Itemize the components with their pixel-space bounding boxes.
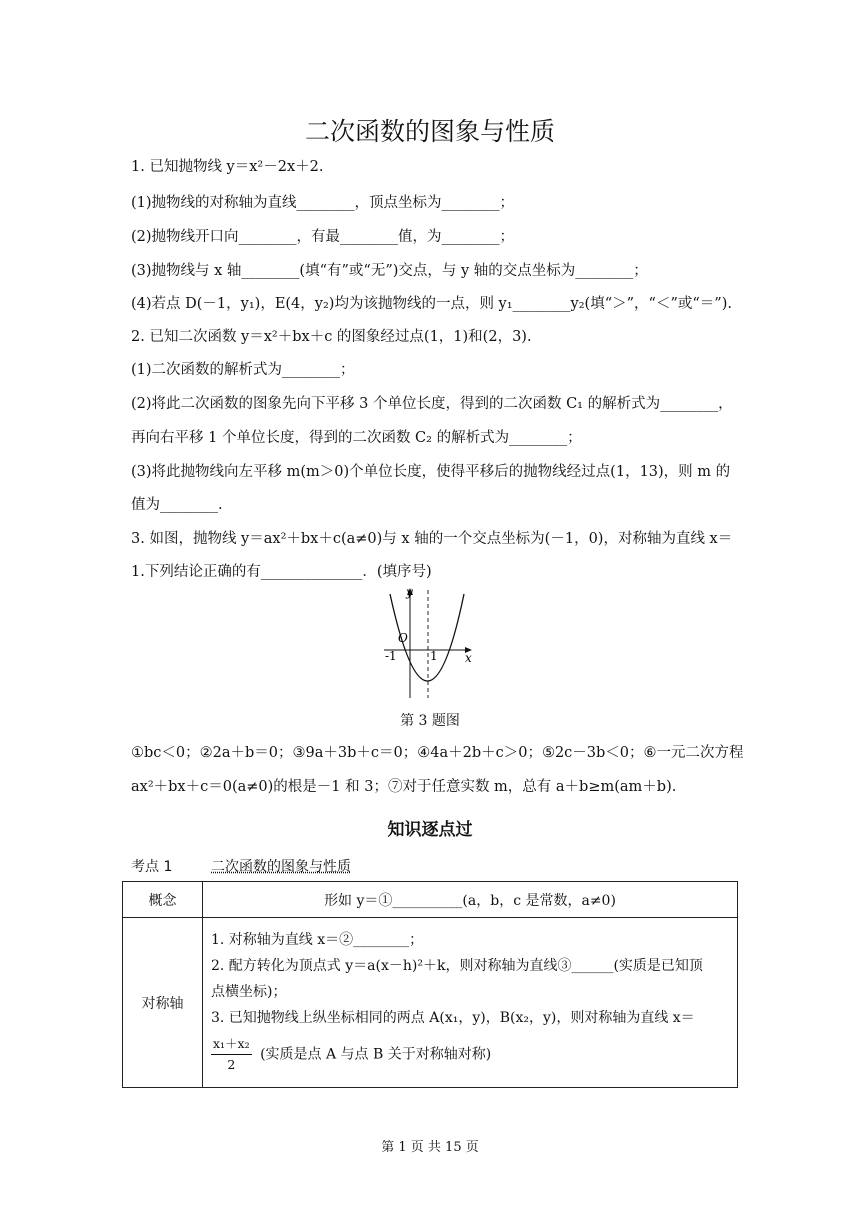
parabola-figure — [384, 586, 474, 698]
fraction — [211, 1034, 252, 1075]
problem-1-part-1: (1)抛物线的对称轴为直线________，顶点坐标为________； — [131, 195, 515, 211]
table-cell-axis — [203, 918, 738, 1088]
problem-2-part-3: (3)将此抛物线向左平移 m(m＞0)个单位长度，使得平移后的抛物线经过点(1，13)，则 m 的 — [131, 464, 731, 480]
problem-3-options: ①bc＜0；②2a＋b＝0；③9a＋3b＋c＝0；④4a＋2b＋c＞0；⑤2c－3b＜0；⑥一元二次方程 — [131, 745, 744, 761]
figure-caption: 第 3 题图 — [400, 713, 460, 729]
problem-2-part-3-cont: 值为________. — [131, 497, 223, 513]
axis-item-1: 1. 对称轴为直线 x＝②________； — [211, 932, 424, 948]
axis-item-3-formula — [211, 1034, 729, 1075]
problem-2-stem: 2. 已知二次函数 y＝x²＋bx＋c 的图象经过点(1，1)和(2，3). — [131, 329, 532, 345]
problem-2-part-1: (1)二次函数的解析式为________； — [131, 362, 355, 378]
axis-item-3: 3. 已知抛物线上纵坐标相同的两点 A(x₁，y)，B(x₂，y)，则对称轴为直线 x＝ — [211, 1010, 695, 1026]
knowledge-table — [122, 881, 738, 1088]
page-title: 二次函数的图象与性质 — [304, 117, 555, 146]
tick-label-neg1: -1 — [385, 649, 397, 663]
fraction-numerator: x₁＋x₂ — [211, 1034, 252, 1055]
kaodian-title: 二次函数的图象与性质 — [211, 859, 351, 875]
problem-3-stem: 3. 如图，抛物线 y＝ax²＋bx＋c(a≠0)与 x 轴的一个交点坐标为(－1，0)，对称轴为直线 x＝ — [131, 531, 733, 547]
table-cell-concept: 形如 y＝①__________(a，b，c 是常数，a≠0) — [203, 882, 738, 918]
problem-3-options-cont: ax²＋bx＋c＝0(a≠0)的根是－1 和 3；⑦对于任意实数 m，总有 a＋b≥m(am＋b). — [131, 779, 677, 795]
table-head-axis: 对称轴 — [123, 918, 203, 1088]
problem-1-part-3: (3)抛物线与 x 轴________(填“有”或“无”)交点，与 y 轴的交点坐标为________； — [131, 263, 648, 279]
table-head-concept: 概念 — [123, 882, 203, 918]
axis-item-2-cont: 点横坐标)； — [211, 984, 287, 1000]
page-footer: 第 1 页 共 15 页 — [381, 1140, 479, 1155]
kaodian-label: 考点 1 — [131, 859, 173, 875]
problem-1-part-4: (4)若点 D(－1，y₁)，E(4，y₂)均为该抛物线的一点，则 y₁________y₂(填“＞”，“＜”或“＝”). — [131, 296, 732, 312]
tick-label-1: 1 — [430, 649, 438, 663]
fraction-denominator: 2 — [227, 1057, 236, 1072]
problem-2-part-2: (2)将此二次函数的图象先向下平移 3 个单位长度，得到的二次函数 C₁ 的解析式为________， — [131, 396, 733, 412]
x-axis-label: x — [465, 651, 472, 665]
axis-item-3-tail: (实质是点 A 与点 B 关于对称轴对称) — [260, 1046, 492, 1063]
problem-2-part-2-cont: 再向右平移 1 个单位长度，得到的二次函数 C₂ 的解析式为________； — [131, 430, 582, 446]
problem-1-stem: 1. 已知抛物线 y＝x²－2x＋2. — [131, 159, 324, 175]
origin-label: O — [398, 631, 408, 645]
section-title: 知识逐点过 — [387, 820, 473, 840]
y-axis-label: y — [406, 586, 413, 599]
table-row-axis — [123, 918, 738, 1088]
problem-3-stem-cont: 1.下列结论正确的有______________．(填序号) — [131, 564, 432, 580]
problem-1-part-2: (2)抛物线开口向________，有最________值，为________； — [131, 229, 515, 245]
table-row-concept — [123, 882, 738, 918]
axis-item-2: 2. 配方转化为顶点式 y＝a(x－h)²＋k，则对称轴为直线③______(实质是已知顶 — [211, 958, 703, 974]
